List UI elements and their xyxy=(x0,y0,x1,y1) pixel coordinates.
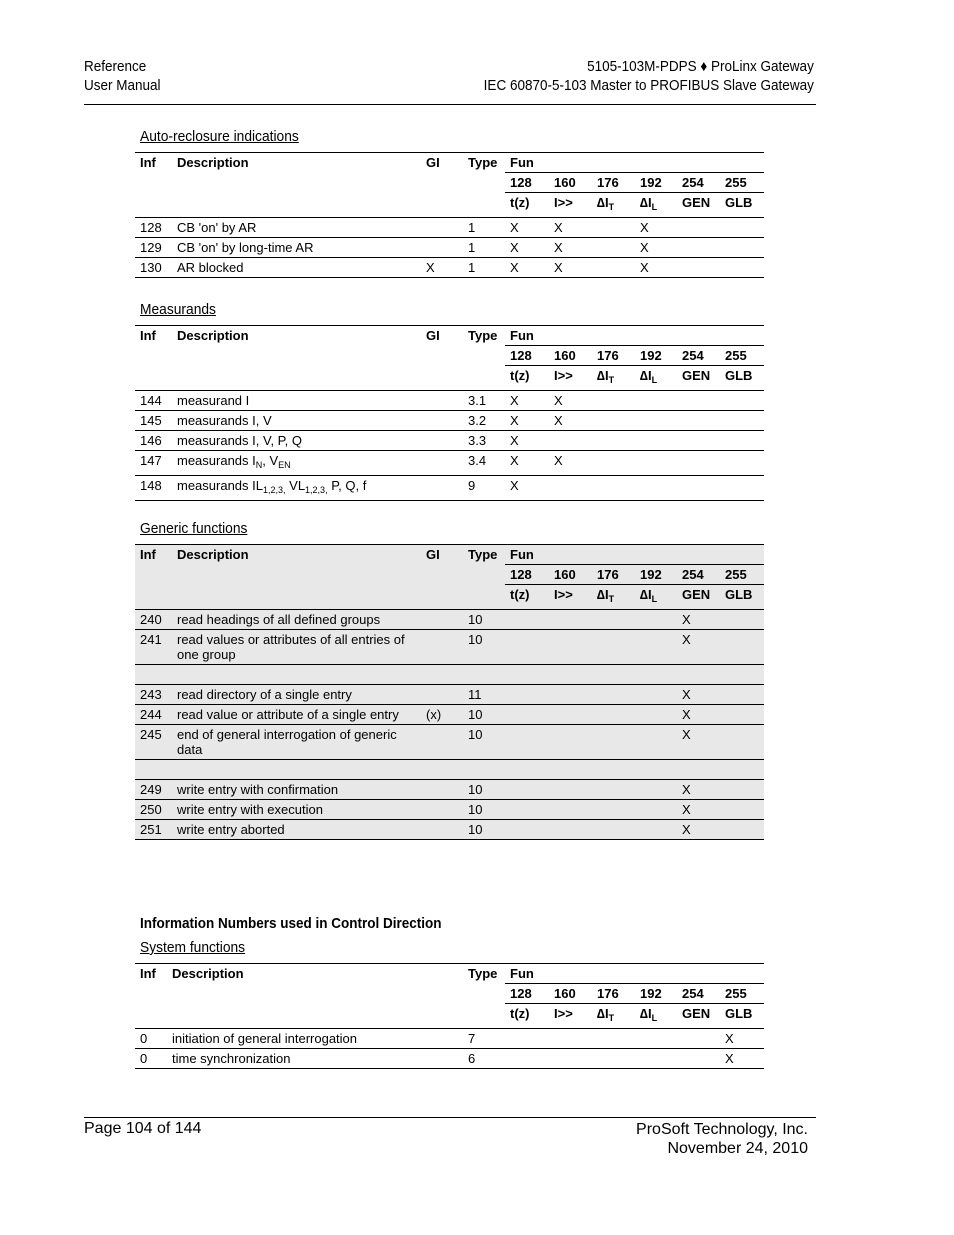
table-row: 241 read values or attributes of all entries of one group 10 X xyxy=(135,630,764,665)
table-row: 0 initiation of general interrogation 7 X xyxy=(135,1029,764,1049)
table-row: 251 write entry aborted 10 X xyxy=(135,820,764,840)
table-row: 147 measurands $I_N$, $V_{EN}$ 3.4 X X xyxy=(135,451,764,476)
table-row: 245 end of general interrogation of generic data 10 X xyxy=(135,725,764,760)
table-fun-numbers-row: 128 160 176 192 254 255 xyxy=(135,565,764,585)
footer-rule xyxy=(84,1117,816,1118)
header-left xyxy=(84,57,161,95)
header-product: 5105-103M-PDPS ♦ ProLinx Gateway xyxy=(587,58,814,75)
section-caption-measurands: Measurands xyxy=(140,301,216,318)
section-caption-system-functions: System functions xyxy=(140,939,246,956)
table-row: 240 read headings of all defined groups 10 X xyxy=(135,610,764,630)
header-product-desc: IEC 60870-5-103 Master to PROFIBUS Slave Gateway xyxy=(483,77,814,94)
table-row: 129 CB 'on' by long-time AR 1 X X X xyxy=(135,238,764,258)
table-header-row xyxy=(135,153,764,173)
header-right xyxy=(484,57,814,95)
col-description: Description xyxy=(172,153,421,173)
section-caption-auto-reclosure: Auto-reclosure indications xyxy=(140,128,299,145)
table-row: 243 read directory of a single entry 11 X xyxy=(135,685,764,705)
section-caption-generic-functions: Generic functions xyxy=(140,520,248,537)
table-row: 130 AR blocked X 1 X X X xyxy=(135,258,764,278)
header-doc-type: User Manual xyxy=(84,77,161,94)
table-measurands xyxy=(135,325,764,501)
table-row: 0 time synchronization 6 X xyxy=(135,1049,764,1069)
table-header-row: Inf Description Type Fun xyxy=(135,964,764,984)
table-system-functions xyxy=(135,963,764,1069)
table-row: 145 measurands I, V 3.2 X X xyxy=(135,411,764,431)
table-generic-functions xyxy=(135,544,764,840)
table-row: 250 write entry with execution 10 X xyxy=(135,800,764,820)
table-header-row: Inf Description GI Type Fun xyxy=(135,326,764,346)
table-fun-names-row: t(z) I>> $\Delta I_T$ $\Delta I_L$ GEN GLB xyxy=(135,193,764,218)
table-auto-reclosure xyxy=(135,152,764,278)
table-fun-numbers-row: 128 160 176 192 254 255 xyxy=(135,346,764,366)
table-row: 249 write entry with confirmation 10 X xyxy=(135,780,764,800)
col-type: Type xyxy=(463,153,505,173)
table-row-empty xyxy=(135,760,764,780)
col-inf: Inf xyxy=(135,153,172,173)
control-direction-heading: Information Numbers used in Control Direction xyxy=(140,915,442,932)
table-row: 128 CB 'on' by AR 1 X X X xyxy=(135,218,764,238)
footer-right xyxy=(636,1120,808,1158)
page-number: Page 104 of 144 xyxy=(84,1120,202,1137)
table-fun-numbers-row: 128 160 176 192 254 255 xyxy=(135,984,764,1004)
header-section: Reference xyxy=(84,58,147,75)
col-fun: Fun xyxy=(505,153,764,173)
company-name: ProSoft Technology, Inc. xyxy=(636,1121,808,1138)
table-fun-names-row: t(z) I>> $\Delta I_T$ $\Delta I_L$ GEN GLB xyxy=(135,1004,764,1029)
table-fun-names-row: t(z) I>> $\Delta I_T$ $\Delta I_L$ GEN GLB xyxy=(135,366,764,391)
table-row-empty xyxy=(135,665,764,685)
publication-date: November 24, 2010 xyxy=(667,1140,808,1157)
table-fun-numbers-row: 128 160 176 192 254 255 xyxy=(135,173,764,193)
col-gi: GI xyxy=(421,153,463,173)
table-row: 144 measurand I 3.1 X X xyxy=(135,391,764,411)
table-row: 146 measurands I, V, P, Q 3.3 X xyxy=(135,431,764,451)
table-row: 244 read value or attribute of a single entry (x) 10 X xyxy=(135,705,764,725)
table-row: 148 measurands $IL_{1,2,3,}$ $VL_{1,2,3,}$ P, Q, f 9 X xyxy=(135,476,764,501)
header-rule xyxy=(84,104,816,105)
table-header-row: Inf Description GI Type Fun xyxy=(135,545,764,565)
table-fun-names-row: t(z) I>> $\Delta I_T$ $\Delta I_L$ GEN GLB xyxy=(135,585,764,610)
